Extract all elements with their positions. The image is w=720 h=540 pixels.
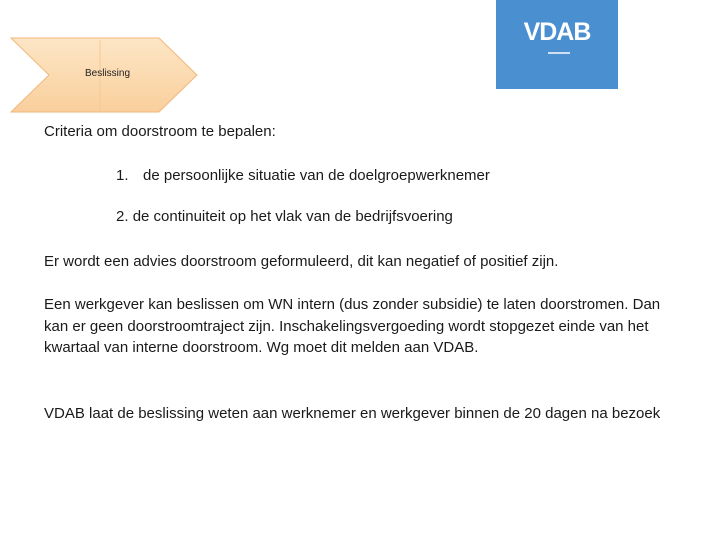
process-step-label: Beslissing — [85, 68, 131, 79]
criteria-item: 2. de continuiteit op het vlak van de bedrijfsvoering — [116, 208, 453, 225]
criteria-item: 1. de persoonlijke situatie van de doelgroepwerknemer — [116, 167, 490, 184]
criteria-heading: Criteria om doorstroom te bepalen: — [44, 123, 276, 140]
vdab-logo: VDAB — [496, 0, 618, 89]
paragraph-advies: Er wordt een advies doorstroom geformuleerd, dit kan negatief of positief zijn. — [44, 253, 559, 270]
paragraph-beslissing: VDAB laat de beslissing weten aan werknemer en werkgever binnen de 20 dagen na bezoek — [44, 405, 661, 422]
paragraph-werkgever: Een werkgever kan beslissen om WN intern (dus zonder subsidie) te laten doorstromen. Dan kan er geen doorstroomtraject zijn. Inschakelingsvergoeding wordt stopgezet einde van het kwartaal van interne doorstroom. Wg moet dit melden aan VDAB. — [44, 296, 661, 356]
